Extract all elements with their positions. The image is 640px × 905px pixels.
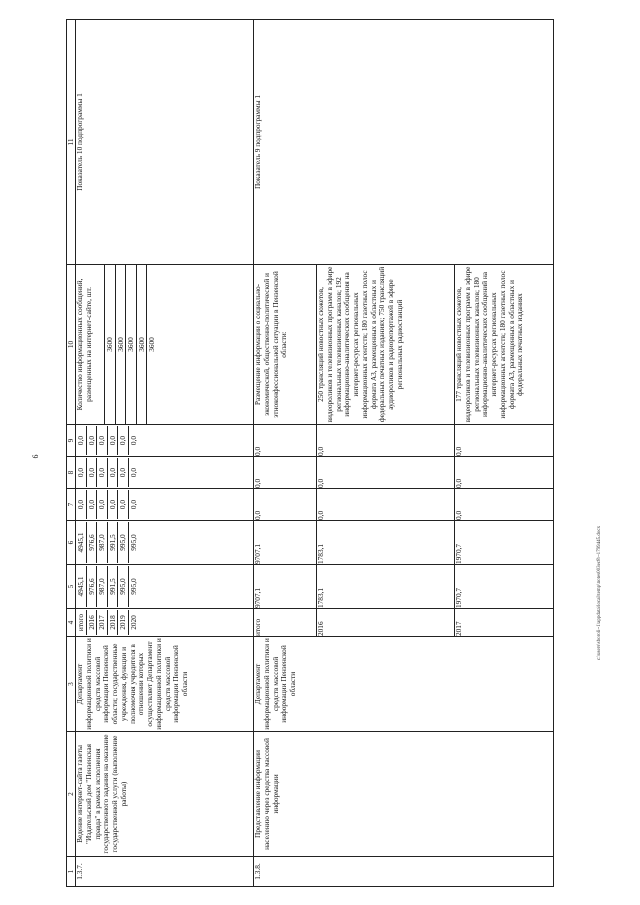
row-number: 1.3.8. (254, 857, 554, 887)
activity-name: Ведение интернет-сайта газеты "Издательский дом "Пензенская правда" в рамках исполнения государственного задания на оказание государственной услуги (выполнение работы) (76, 732, 254, 857)
col9-cell: 0,0 0,0 0,0 (254, 425, 554, 457)
indicator-reference: Показатель 10 подпрограммы 1 (76, 20, 254, 265)
indicator-title: Размещение информации о социально-экономической, общественно-политической и этноконфессиональной ситуации в Пензенской области: (254, 265, 317, 424)
indicator-cell (76, 265, 254, 425)
col-header: 9 (67, 425, 76, 457)
col-header: 3 (67, 637, 76, 732)
table-row (76, 20, 254, 887)
rotated-table-container (66, 20, 566, 887)
col7-cell: 0,0 0,0 0,0 (254, 489, 554, 521)
table-row (254, 20, 554, 887)
year-cell: итого 2016 2017 (254, 609, 554, 637)
indicator-reference: Показатель 9 подпрограммы 1 (254, 20, 554, 265)
col-header: 10 (67, 265, 76, 425)
indicator-text-2016: 250 трансляций новостных сюжетов, видеороликов и телевизионных программ в эфире региональных телевизионных каналов; 192 информационно-аналитических сообщения на интернет-ресурсах региональных информационных агентств; 180 газетных полос формата А3, размещенных в областных и федеральных печатных изданиях; 750 трансляций аудиороликов и радиорепортажей в эфире региональных радиостанций (317, 265, 455, 424)
col-header: 1 (67, 857, 76, 887)
indicator-text-2017: 177 трансляций новостных сюжетов, видеороликов и телевизионных программ в эфире региональных телевизионных каналов; 180 информационно-аналитических сообщений на интернет-ресурсах региональных информационных агентств; 180 газетных полос формата А3, размещенных в областных и федеральных печатных изданиях (454, 266, 525, 423)
col5-cell: 9707,1 1783,1 1970,7 (254, 565, 554, 609)
col-header: 2 (67, 732, 76, 857)
row-number: 1.3.7. (76, 857, 254, 887)
col9-cell: 0,0 0,0 0,0 0,0 0,0 0,0 (76, 425, 254, 457)
year-cell: итого 2016 2017 2018 2019 2020 (76, 609, 254, 637)
col-header: 11 (67, 20, 76, 265)
col-header: 6 (67, 521, 76, 565)
program-activities-table (66, 19, 554, 887)
col8-cell: 0,0 0,0 0,0 0,0 0,0 0,0 (76, 457, 254, 489)
indicator-values: 3600 3600 3600 3600 3600 (105, 265, 157, 424)
executor: Департамент информационной политики и средств массовой информации Пензенской области (254, 637, 554, 732)
footer-file-path: c:\users\sboroli~1\appdata\local\temp\notes003ec8\~1799445.docx (597, 525, 602, 660)
indicator-cell (254, 265, 554, 425)
col-header: 5 (67, 565, 76, 609)
col-header: 8 (67, 457, 76, 489)
col5-cell: 4945,1 976,6 987,0 991,5 995,0 995,0 (76, 565, 254, 609)
activity-name: Представление информации населению через средства массовой информации (254, 732, 554, 857)
page-number: 9 (30, 454, 40, 459)
indicator-title: Количество информационных сообщений, размещенных на интернет-сайте, шт. (76, 265, 105, 424)
col-header: 7 (67, 489, 76, 521)
executor: Департамент информационной политики и средств массовой информации Пензенской области; государственные учреждения, функции и полномочия учредителя в отношении которых осуществляет Департамент информационной политики и средств массовой информации Пензенской области (76, 637, 254, 732)
col-header: 4 (67, 609, 76, 637)
col6-cell: 4945,1 976,6 987,0 991,5 995,0 995,0 (76, 521, 254, 565)
col8-cell: 0,0 0,0 0,0 (254, 457, 554, 489)
col6-cell: 9707,1 1783,1 1970,7 (254, 521, 554, 565)
col7-cell: 0,0 0,0 0,0 0,0 0,0 0,0 (76, 489, 254, 521)
